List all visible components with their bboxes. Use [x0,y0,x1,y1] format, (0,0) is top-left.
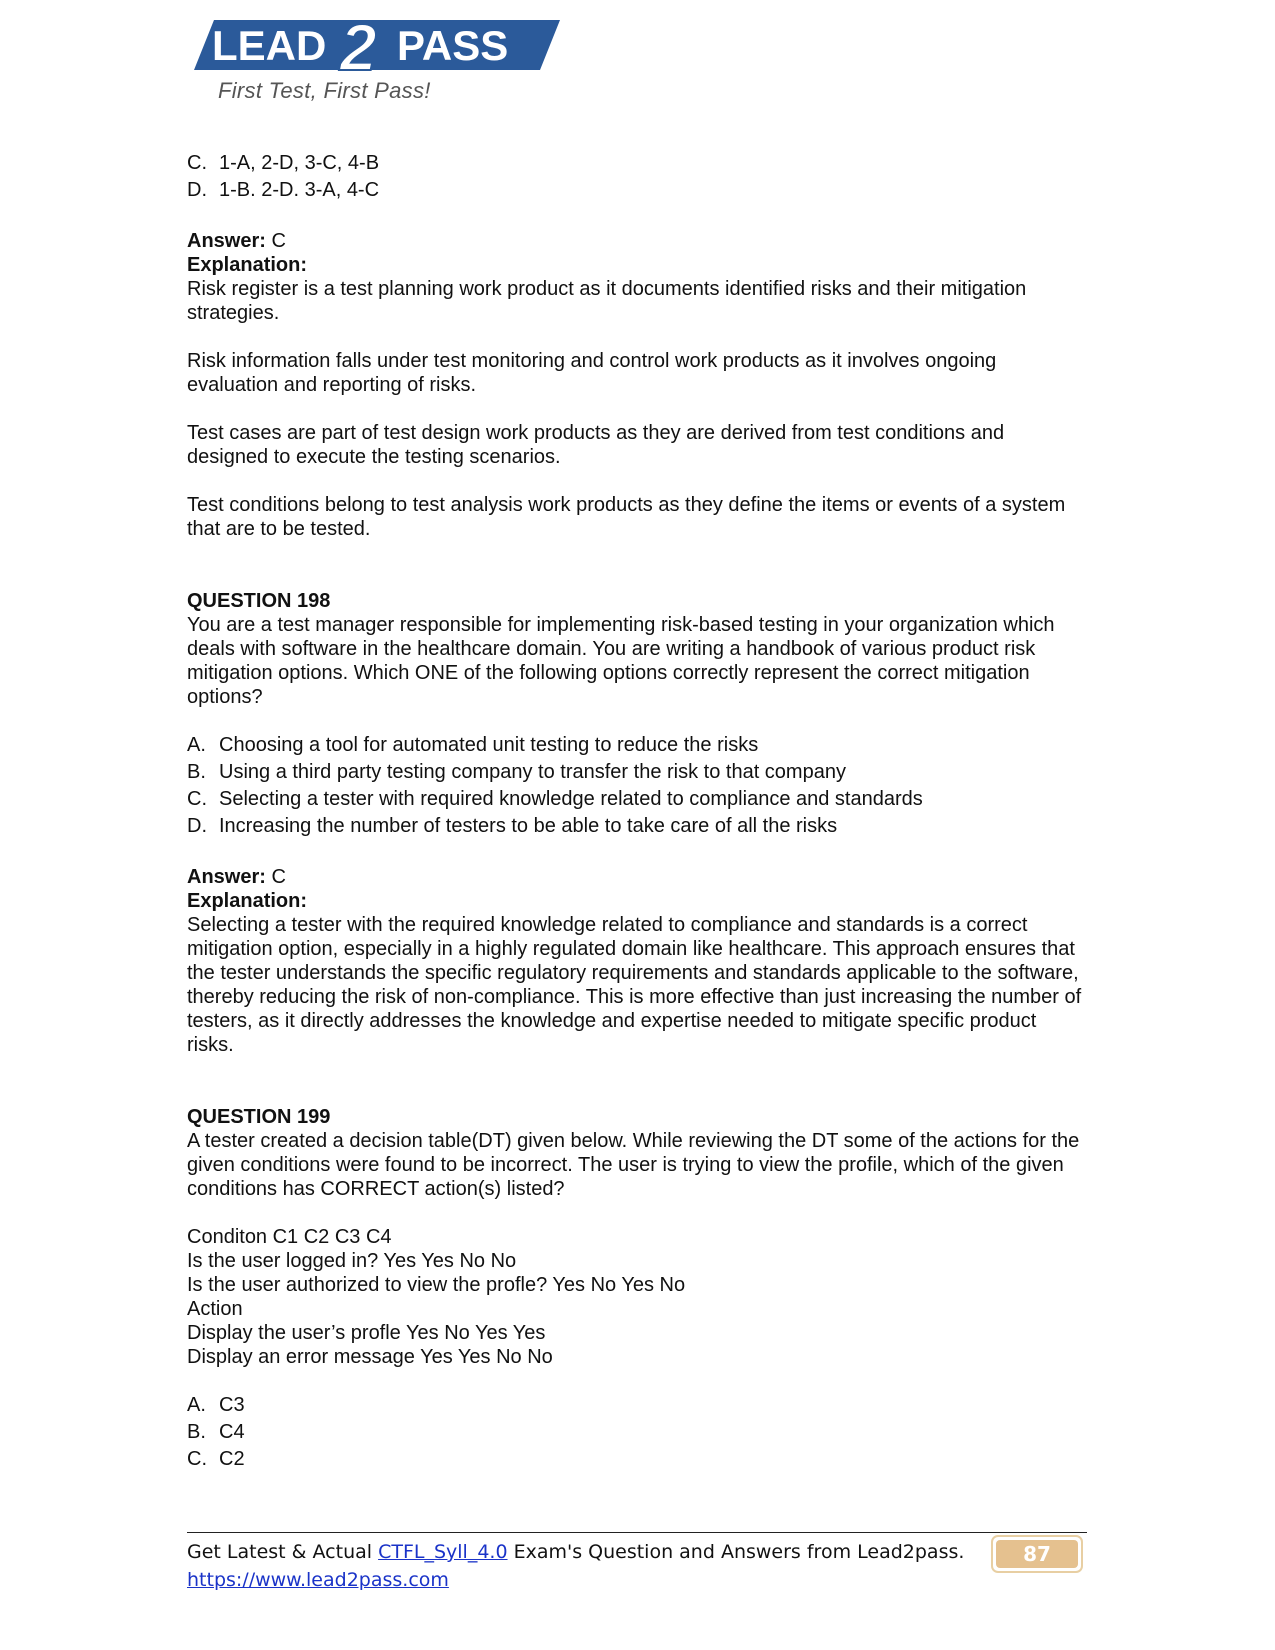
q197-explanation-para: Risk register is a test planning work product as it documents identified risks and their mitigation strategies. [187,278,1027,324]
logo-text-lead: LEAD [212,22,327,69]
option-letter: B. [187,761,206,783]
option-item [187,814,1087,838]
footer-promo-line [187,1538,987,1566]
option-letter: B. [187,1421,206,1443]
logo-text-pass: PASS [397,22,509,69]
q197-explanation-para: Test cases are part of test design work products as they are derived from test conditions and designed to execute the testing scenarios. [187,422,1005,468]
page-number-badge [991,1535,1083,1573]
table-line: Display the user’s profle Yes No Yes Yes [187,1322,546,1344]
q197-explanation-para: Test conditions belong to test analysis work products as they define the items or events of a system that are to be tested. [187,494,1066,540]
q198-answer [187,865,1087,889]
page-footer [187,1538,987,1594]
option-item [187,1393,1087,1417]
option-item [187,787,1087,811]
q199-text: A tester created a decision table(DT) given below. While reviewing the DT some of the actions for the given conditions were found to be incorrect. The user is trying to view the profile, which of the given conditions has CORRECT action(s) listed? [187,1130,1080,1200]
table-line: Display an error message Yes Yes No No [187,1346,553,1368]
option-item [187,1420,1087,1444]
option-text: C2 [219,1448,245,1470]
logo-text-two: 2 [340,10,377,83]
option-item [187,178,1087,202]
option-letter: D. [187,179,207,201]
answer-label: Answer: [187,866,266,888]
option-letter: C. [187,788,207,810]
q199-title: QUESTION 199 [187,1106,331,1128]
option-text: Choosing a tool for automated unit testing to reduce the risks [219,734,759,756]
q197-explanation-para: Risk information falls under test monitoring and control work products as it involves ongoing evaluation and reporting of risks. [187,350,997,396]
option-text: 1-A, 2-D, 3-C, 4-B [219,152,380,174]
q197-options [187,151,1087,202]
table-line: Action [187,1298,243,1320]
option-letter: D. [187,815,207,837]
option-letter: C. [187,152,207,174]
option-text: 1-B. 2-D. 3-A, 4-C [219,179,380,201]
option-text: C4 [219,1421,245,1443]
logo-tagline: First Test, First Pass! [218,78,431,103]
q197-explanation-label: Explanation: [187,254,308,276]
q198-explanation-label: Explanation: [187,890,308,912]
option-letter: C. [187,1448,207,1470]
footer-prefix: Get Latest & Actual [187,1541,379,1563]
footer-divider [187,1532,1087,1533]
answer-value: C [265,866,286,888]
exam-link[interactable]: CTFL_Syll_4.0 [378,1541,508,1563]
page-number: 87 [996,1540,1078,1568]
option-letter: A. [187,734,206,756]
q197-answer [187,229,1087,253]
option-item [187,1447,1087,1471]
option-text: C3 [219,1394,245,1416]
footer-suffix: Exam's Question and Answers from Lead2pass. [507,1541,965,1563]
q198-options [187,733,1087,838]
option-item [187,733,1087,757]
q199-decision-table [187,1225,1087,1369]
site-url-link[interactable]: https://www.lead2pass.com [187,1569,449,1591]
option-item [187,151,1087,175]
page-content [187,151,1087,1474]
q198-title: QUESTION 198 [187,590,331,612]
q199-options [187,1393,1087,1471]
option-letter: A. [187,1394,206,1416]
table-line: Conditon C1 C2 C3 C4 [187,1226,392,1248]
q198-explanation-para: Selecting a tester with the required knowledge related to compliance and standards is a correct mitigation option, especially in a highly regulated domain like healthcare. This approach ensures that the tester understands the specific regulatory requirements and standards applicable to the software, thereby reducing the risk of non-compliance. This is more effective than just increasing the number of testers, as it directly addresses the knowledge and expertise needed to mitigate specific product risks. [187,914,1082,1056]
table-line: Is the user logged in? Yes Yes No No [187,1250,517,1272]
option-text: Selecting a tester with required knowledge related to compliance and standards [219,788,923,810]
option-text: Increasing the number of testers to be able to take care of all the risks [219,815,838,837]
answer-label: Answer: [187,230,266,252]
option-item [187,760,1087,784]
option-text: Using a third party testing company to transfer the risk to that company [219,761,846,783]
q198-text: You are a test manager responsible for implementing risk-based testing in your organization which deals with software in the healthcare domain. You are writing a handbook of various product risk mitigation options. Which ONE of the following options correctly represent the correct mitigation options? [187,614,1055,708]
answer-value: C [265,230,286,252]
table-line: Is the user authorized to view the profle? Yes No Yes No [187,1274,686,1296]
